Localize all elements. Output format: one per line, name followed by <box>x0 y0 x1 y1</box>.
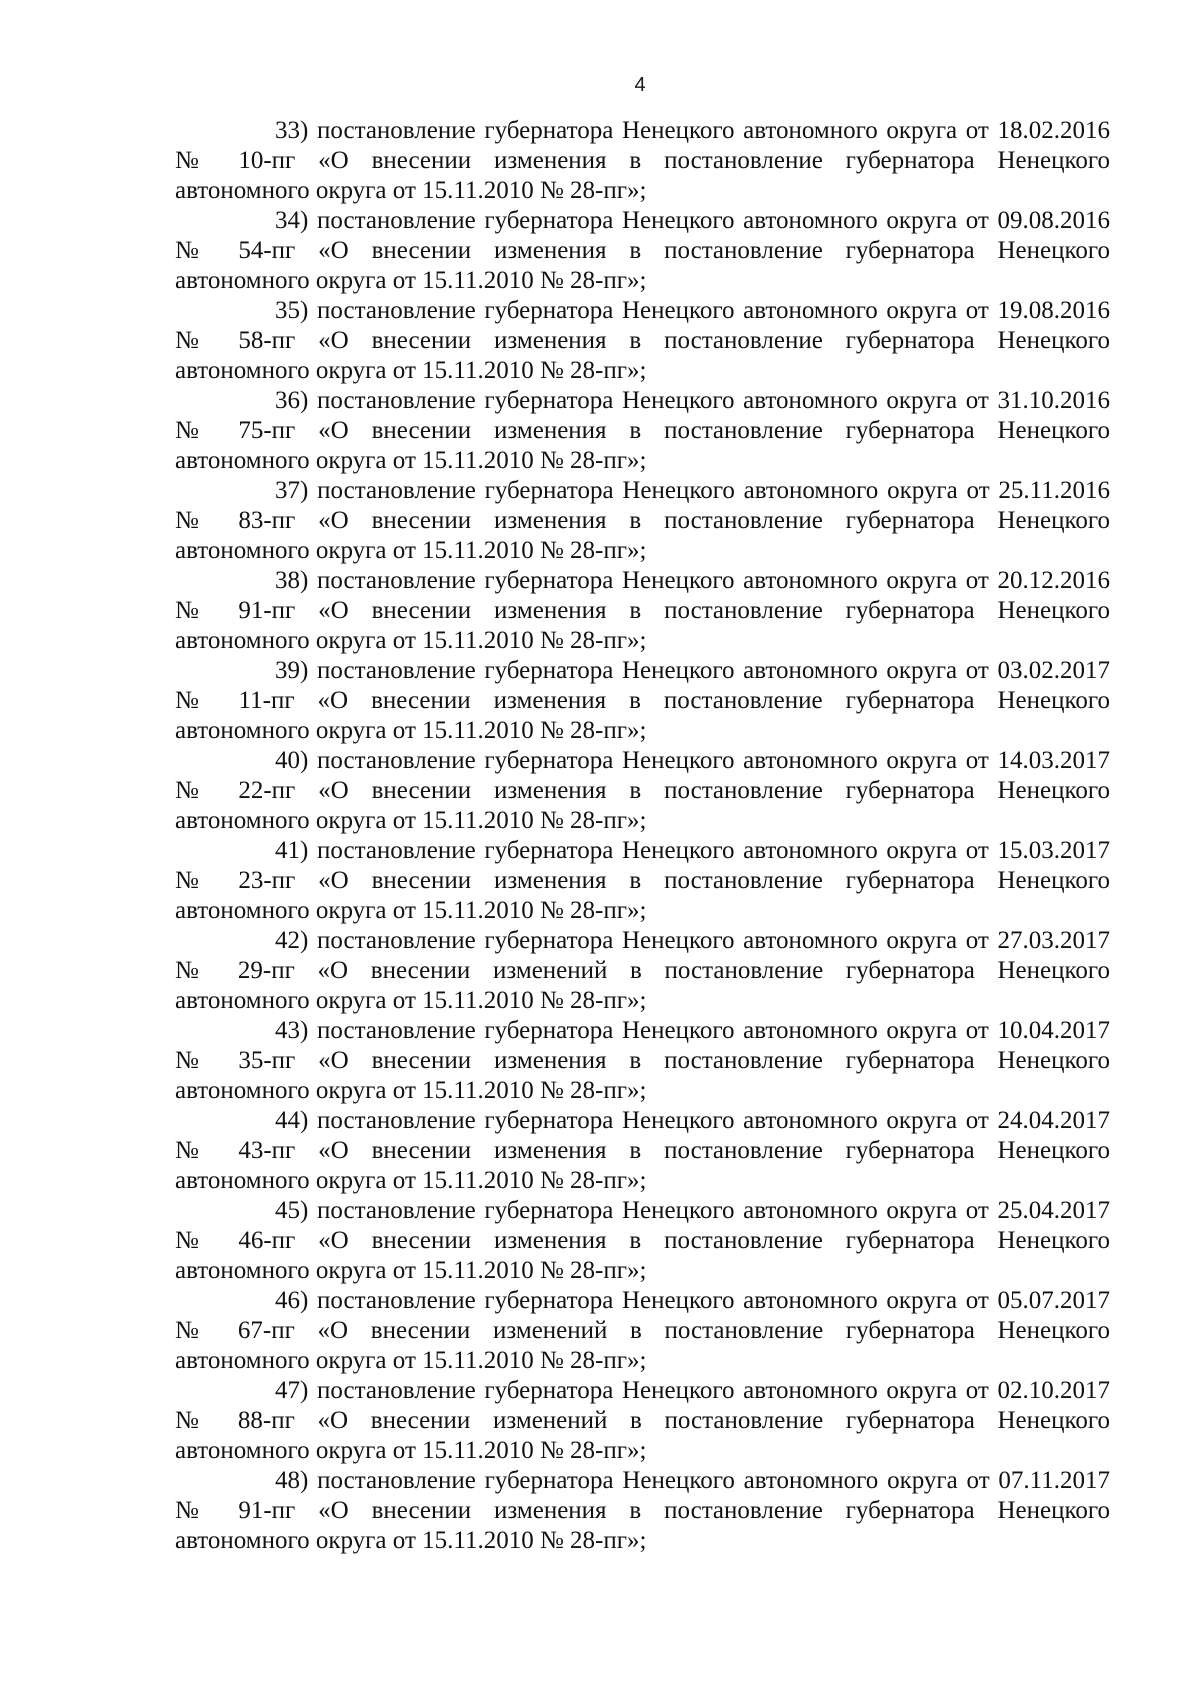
item-reference-line: автономного округа от 15.11.2010 № 28-пг»; <box>175 1257 647 1284</box>
list-item <box>175 1466 1110 1556</box>
item-title-line: № 23-пг «О внесении изменения в постановление губернатора Ненецкого <box>175 867 1110 894</box>
item-heading-line: 46) постановление губернатора Ненецкого автономного округа от 05.07.2017 <box>275 1287 1110 1314</box>
item-title-line: № 67-пг «О внесении изменений в постановление губернатора Ненецкого <box>175 1317 1110 1344</box>
item-heading-line: 37) постановление губернатора Ненецкого автономного округа от 25.11.2016 <box>275 477 1110 504</box>
item-heading-line: 43) постановление губернатора Ненецкого автономного округа от 10.04.2017 <box>275 1017 1110 1044</box>
item-title-line: № 22-пг «О внесении изменения в постановление губернатора Ненецкого <box>175 777 1110 804</box>
item-reference-line: автономного округа от 15.11.2010 № 28-пг»; <box>175 357 647 384</box>
item-heading-line: 45) постановление губернатора Ненецкого автономного округа от 25.04.2017 <box>275 1197 1110 1224</box>
item-reference-line: автономного округа от 15.11.2010 № 28-пг»; <box>175 177 647 204</box>
item-heading-line: 33) постановление губернатора Ненецкого автономного округа от 18.02.2016 <box>275 117 1110 144</box>
list-item <box>175 476 1110 566</box>
list-item <box>175 296 1110 386</box>
item-title-line: № 10-пг «О внесении изменения в постановление губернатора Ненецкого <box>175 147 1110 174</box>
list-item <box>175 566 1110 656</box>
item-reference-line: автономного округа от 15.11.2010 № 28-пг»; <box>175 1077 647 1104</box>
list-item <box>175 926 1110 1016</box>
list-item <box>175 836 1110 926</box>
item-reference-line: автономного округа от 15.11.2010 № 28-пг»; <box>175 1527 647 1554</box>
item-reference-line: автономного округа от 15.11.2010 № 28-пг»; <box>175 1167 647 1194</box>
list-item <box>175 386 1110 476</box>
item-reference-line: автономного округа от 15.11.2010 № 28-пг»; <box>175 447 647 474</box>
item-title-line: № 83-пг «О внесении изменения в постановление губернатора Ненецкого <box>175 507 1110 534</box>
item-reference-line: автономного округа от 15.11.2010 № 28-пг»; <box>175 897 647 924</box>
list-item <box>175 656 1110 746</box>
item-title-line: № 91-пг «О внесении изменения в постановление губернатора Ненецкого <box>175 597 1110 624</box>
item-heading-line: 48) постановление губернатора Ненецкого автономного округа от 07.11.2017 <box>275 1467 1110 1494</box>
list-item <box>175 206 1110 296</box>
item-reference-line: автономного округа от 15.11.2010 № 28-пг»; <box>175 807 647 834</box>
item-reference-line: автономного округа от 15.11.2010 № 28-пг»; <box>175 627 647 654</box>
item-title-line: № 88-пг «О внесении изменений в постановление губернатора Ненецкого <box>175 1407 1110 1434</box>
item-heading-line: 41) постановление губернатора Ненецкого автономного округа от 15.03.2017 <box>275 837 1110 864</box>
list-item <box>175 1286 1110 1376</box>
item-reference-line: автономного округа от 15.11.2010 № 28-пг»; <box>175 537 647 564</box>
item-reference-line: автономного округа от 15.11.2010 № 28-пг»; <box>175 1437 647 1464</box>
item-heading-line: 36) постановление губернатора Ненецкого автономного округа от 31.10.2016 <box>275 387 1110 414</box>
item-heading-line: 38) постановление губернатора Ненецкого автономного округа от 20.12.2016 <box>275 567 1110 594</box>
list-item <box>175 1106 1110 1196</box>
item-reference-line: автономного округа от 15.11.2010 № 28-пг»; <box>175 1347 647 1374</box>
item-heading-line: 42) постановление губернатора Ненецкого автономного округа от 27.03.2017 <box>275 927 1110 954</box>
item-title-line: № 58-пг «О внесении изменения в постановление губернатора Ненецкого <box>175 327 1110 354</box>
list-item <box>175 1196 1110 1286</box>
item-title-line: № 35-пг «О внесении изменения в постановление губернатора Ненецкого <box>175 1047 1110 1074</box>
item-reference-line: автономного округа от 15.11.2010 № 28-пг»; <box>175 267 647 294</box>
item-reference-line: автономного округа от 15.11.2010 № 28-пг»; <box>175 717 647 744</box>
decree-list <box>175 116 1110 1556</box>
item-title-line: № 29-пг «О внесении изменений в постановление губернатора Ненецкого <box>175 957 1110 984</box>
list-item <box>175 1376 1110 1466</box>
item-heading-line: 40) постановление губернатора Ненецкого автономного округа от 14.03.2017 <box>275 747 1110 774</box>
item-title-line: № 43-пг «О внесении изменения в постановление губернатора Ненецкого <box>175 1137 1110 1164</box>
list-item <box>175 1016 1110 1106</box>
item-title-line: № 54-пг «О внесении изменения в постановление губернатора Ненецкого <box>175 237 1110 264</box>
item-heading-line: 47) постановление губернатора Ненецкого автономного округа от 02.10.2017 <box>275 1377 1110 1404</box>
page-number: 4 <box>634 74 646 96</box>
item-heading-line: 34) постановление губернатора Ненецкого автономного округа от 09.08.2016 <box>275 207 1110 234</box>
item-heading-line: 44) постановление губернатора Ненецкого автономного округа от 24.04.2017 <box>275 1107 1110 1134</box>
item-heading-line: 39) постановление губернатора Ненецкого автономного округа от 03.02.2017 <box>275 657 1110 684</box>
item-title-line: № 75-пг «О внесении изменения в постановление губернатора Ненецкого <box>175 417 1110 444</box>
item-title-line: № 91-пг «О внесении изменения в постановление губернатора Ненецкого <box>175 1497 1110 1524</box>
item-heading-line: 35) постановление губернатора Ненецкого автономного округа от 19.08.2016 <box>275 297 1110 324</box>
item-title-line: № 46-пг «О внесении изменения в постановление губернатора Ненецкого <box>175 1227 1110 1254</box>
list-item <box>175 116 1110 206</box>
item-title-line: № 11-пг «О внесении изменения в постановление губернатора Ненецкого <box>175 687 1110 714</box>
list-item <box>175 746 1110 836</box>
item-reference-line: автономного округа от 15.11.2010 № 28-пг»; <box>175 987 647 1014</box>
